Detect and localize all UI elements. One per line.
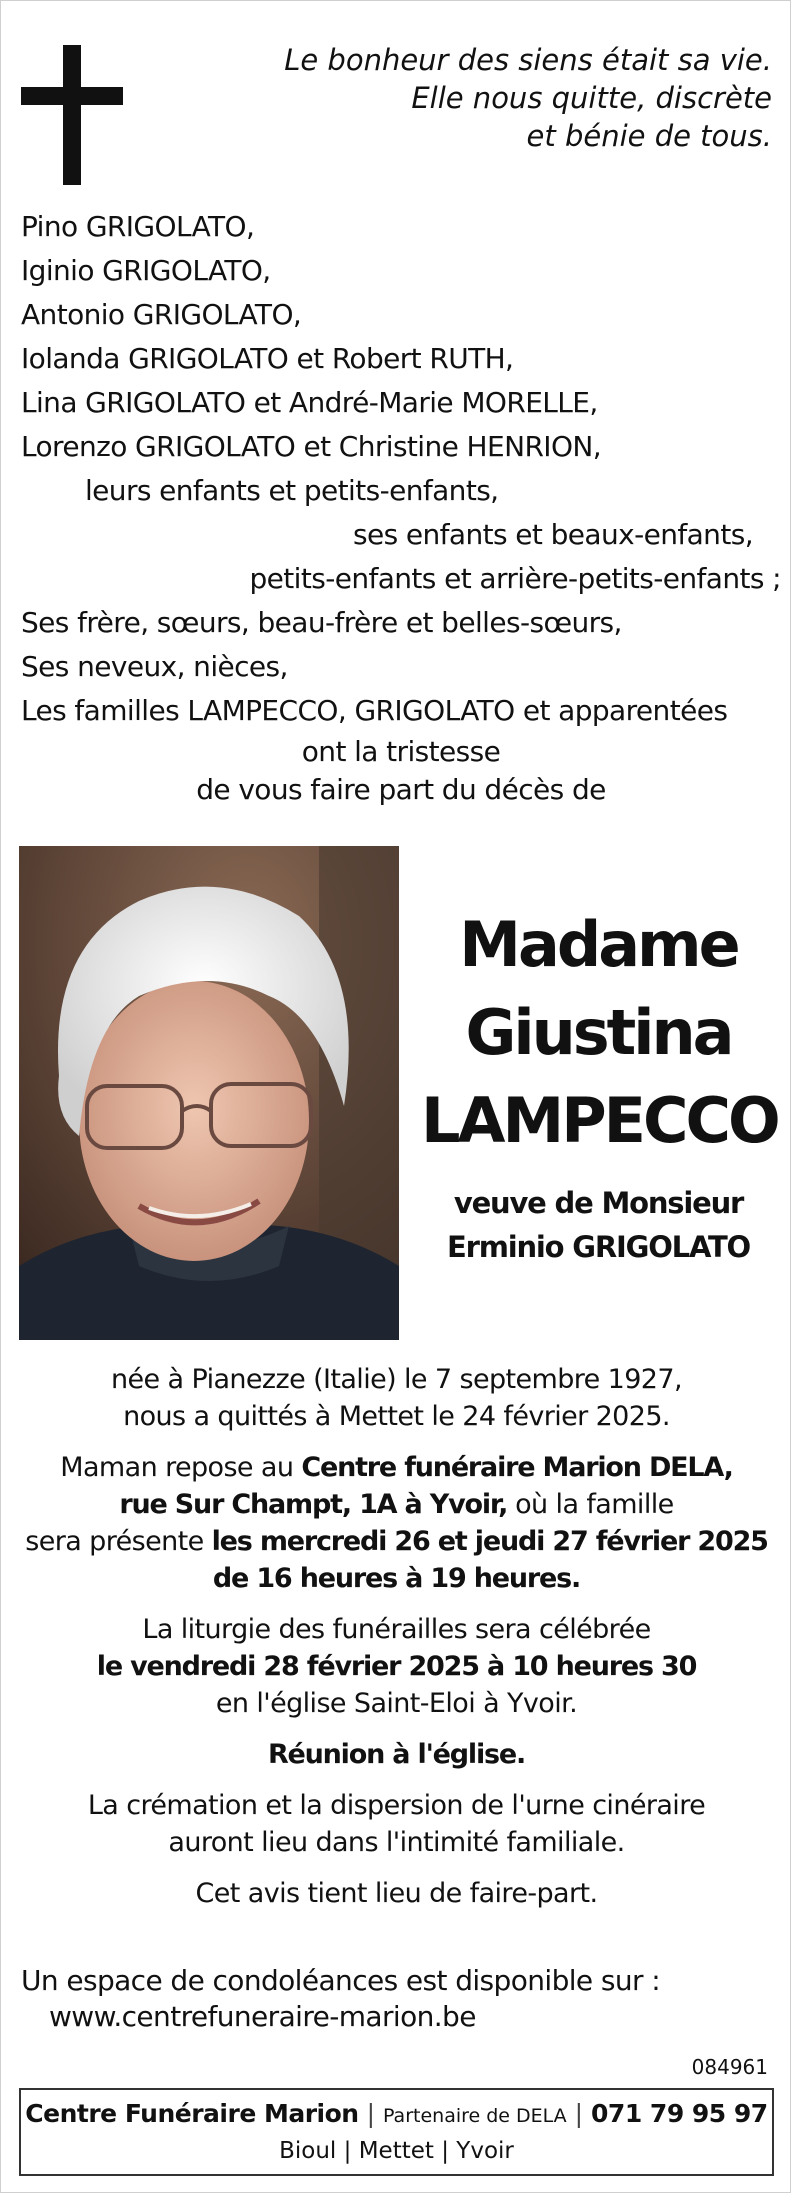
partner-text: Partenaire de DELA [382, 2105, 567, 2127]
notice-paragraph [11, 1875, 782, 1912]
phone-number[interactable]: 071 79 95 97 [591, 2099, 768, 2128]
condolences-link[interactable]: www.centrefuneraire-marion.be [49, 2000, 476, 2033]
rest-text: Maman repose au [60, 1452, 302, 1483]
portrait-photo [19, 846, 399, 1340]
liturgy-line: La liturgie des funérailles sera célébrée [142, 1614, 651, 1645]
rest-text: où la famille [507, 1489, 674, 1520]
family-line: Lina GRIGOLATO et André-Marie MORELLE, [21, 386, 598, 419]
location-bioul: Bioul [279, 2138, 337, 2164]
deceased-last-name: LAMPECCO [421, 1084, 778, 1157]
family-line: de vous faire part du décès de [196, 773, 606, 806]
condolences [21, 1963, 781, 2035]
liturgy-paragraph [11, 1611, 782, 1722]
family-line: ses enfants et beaux-enfants, [353, 518, 753, 551]
condolences-text: Un espace de condoléances est disponible sur : [21, 1964, 661, 1997]
family-line: Ses frère, sœurs, beau-frère et belles-sœurs, [21, 606, 622, 639]
cremation-paragraph [11, 1787, 782, 1861]
widow-line-1: veuve de Monsieur [453, 1186, 744, 1220]
funeral-home-name: Centre Funéraire Marion [25, 2099, 359, 2128]
family-line: Iolanda GRIGOLATO et Robert RUTH, [21, 342, 514, 375]
family-line: Les familles LAMPECCO, GRIGOLATO et apparentées [21, 694, 728, 727]
rest-paragraph [11, 1449, 782, 1597]
cremation-line: auront lieu dans l'intimité familiale. [168, 1827, 625, 1858]
family-list [21, 205, 781, 809]
liturgy-place: en l'église Saint-Eloi à Yvoir. [215, 1688, 578, 1719]
rest-text: sera présente [25, 1526, 212, 1557]
deceased-first-name: Giustina [465, 996, 732, 1069]
quote-line: Elle nous quitte, discrète [411, 81, 772, 115]
family-line: Lorenzo GRIGOLATO et Christine HENRION, [21, 430, 602, 463]
family-line: petits-enfants et arrière-petits-enfants ; [249, 562, 781, 595]
birth-death-paragraph [11, 1361, 782, 1435]
separator: | [366, 2099, 375, 2128]
family-line: ont la tristesse [301, 735, 501, 768]
notice-text: Cet avis tient lieu de faire-part. [195, 1878, 598, 1909]
location-yvoir: Yvoir [456, 2138, 514, 2164]
cross-icon [21, 45, 123, 185]
notice-body [11, 1361, 782, 1926]
separator: | [574, 2099, 584, 2128]
family-line: Iginio GRIGOLATO, [21, 254, 271, 287]
epitaph-quote [212, 41, 772, 155]
death-line: nous a quittés à Mettet le 24 février 2025. [123, 1401, 670, 1432]
birth-line: née à Pianezze (Italie) le 7 septembre 1927, [111, 1364, 682, 1395]
deceased-title: Madame [459, 908, 738, 981]
separator: | [343, 2138, 352, 2164]
reunion-paragraph [11, 1736, 782, 1773]
family-line: Ses neveux, nièces, [21, 650, 288, 683]
quote-line: et bénie de tous. [526, 119, 772, 153]
widow-line-2: Erminio GRIGOLATO [447, 1230, 750, 1264]
funeral-home-footer [19, 2088, 774, 2176]
family-line: Pino GRIGOLATO, [21, 210, 255, 243]
location-mettet: Mettet [358, 2138, 434, 2164]
reference-number: 084961 [691, 2055, 768, 2079]
rest-place: Centre funéraire Marion DELA, [301, 1452, 733, 1483]
quote-line: Le bonheur des siens était sa vie. [284, 43, 772, 77]
rest-address: rue Sur Champt, 1A à Yvoir, [119, 1489, 508, 1520]
family-line: Antonio GRIGOLATO, [21, 298, 302, 331]
widow-line [421, 1181, 776, 1269]
separator: | [441, 2138, 449, 2164]
reunion-text: Réunion à l'église. [267, 1739, 526, 1770]
liturgy-date: le vendredi 28 février 2025 à 10 heures 30 [96, 1651, 697, 1682]
rest-hours: de 16 heures à 19 heures. [212, 1563, 581, 1594]
family-line: leurs enfants et petits-enfants, [85, 474, 499, 507]
cremation-line: La crémation et la dispersion de l'urne cinéraire [87, 1790, 706, 1821]
rest-dates: les mercredi 26 et jeudi 27 février 2025 [211, 1526, 768, 1557]
deceased-name [421, 901, 776, 1165]
